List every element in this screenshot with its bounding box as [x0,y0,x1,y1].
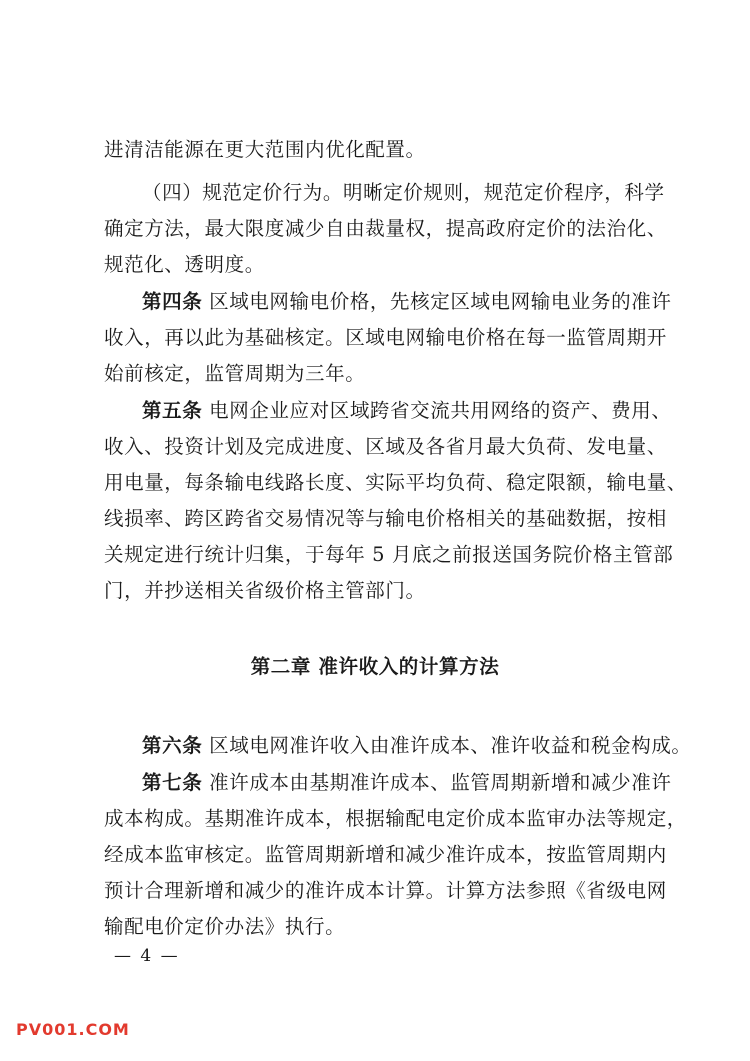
article-4-line [104,289,672,315]
watermark: PV001.COM [16,1020,130,1039]
paragraph-line: 进清洁能源在更大范围内优化配置。 [104,138,426,161]
page-number: — 4 — [114,946,180,966]
paragraph-line: 规范化、透明度。 [104,253,265,276]
paragraph-line: 关规定进行统计归集，于每年 5 月底之前报送国务院价格主管部 [104,543,674,566]
paragraph-line: 预计合理新增和减少的准许成本计算。计算方法参照《省级电网 [104,879,667,902]
article-label: 第四条 [142,290,203,313]
article-6-line [104,733,692,759]
article-5-line [104,398,672,424]
paragraph-line: 用电量，每条输电线路长度、实际平均负荷、稳定限额，输电量、 [104,471,687,494]
paragraph-line: 确定方法，最大限度减少自由裁量权，提高政府定价的法治化、 [104,217,667,240]
article-label: 第七条 [142,771,203,794]
paragraph-text: 电网企业应对区域跨省交流共用网络的资产、费用、 [209,399,672,422]
article-label: 第六条 [142,734,203,757]
paragraph-text: 区域电网输电价格，先核定区域电网输电业务的准许 [209,290,672,313]
article-7-line [104,770,672,796]
paragraph-text: 区域电网准许收入由准许成本、准许收益和税金构成。 [209,734,692,757]
paragraph-text: （四）规范定价行为。明晰定价规则，规范定价程序，科学 [142,181,665,204]
paragraph-line: 成本构成。基期准许成本，根据输配电定价成本监审办法等规定， [104,807,687,830]
paragraph-line [104,180,665,206]
article-label: 第五条 [142,399,203,422]
paragraph-line: 线损率、跨区跨省交易情况等与输电价格相关的基础数据，按相 [104,507,667,530]
paragraph-line: 门，并抄送相关省级价格主管部门。 [104,579,426,602]
chapter-heading: 第二章 准许收入的计算方法 [250,655,500,678]
paragraph-line: 收入、投资计划及完成进度、区域及各省月最大负荷、发电量、 [104,435,667,458]
paragraph-line: 输配电价定价办法》执行。 [104,915,346,938]
paragraph-text: 准许成本由基期准许成本、监管周期新增和减少准许 [209,771,672,794]
paragraph-line: 始前核定，监管周期为三年。 [104,362,366,385]
paragraph-line: 经成本监审核定。监管周期新增和减少准许成本，按监管周期内 [104,843,667,866]
paragraph-line: 收入，再以此为基础核定。区域电网输电价格在每一监管周期开 [104,326,667,349]
